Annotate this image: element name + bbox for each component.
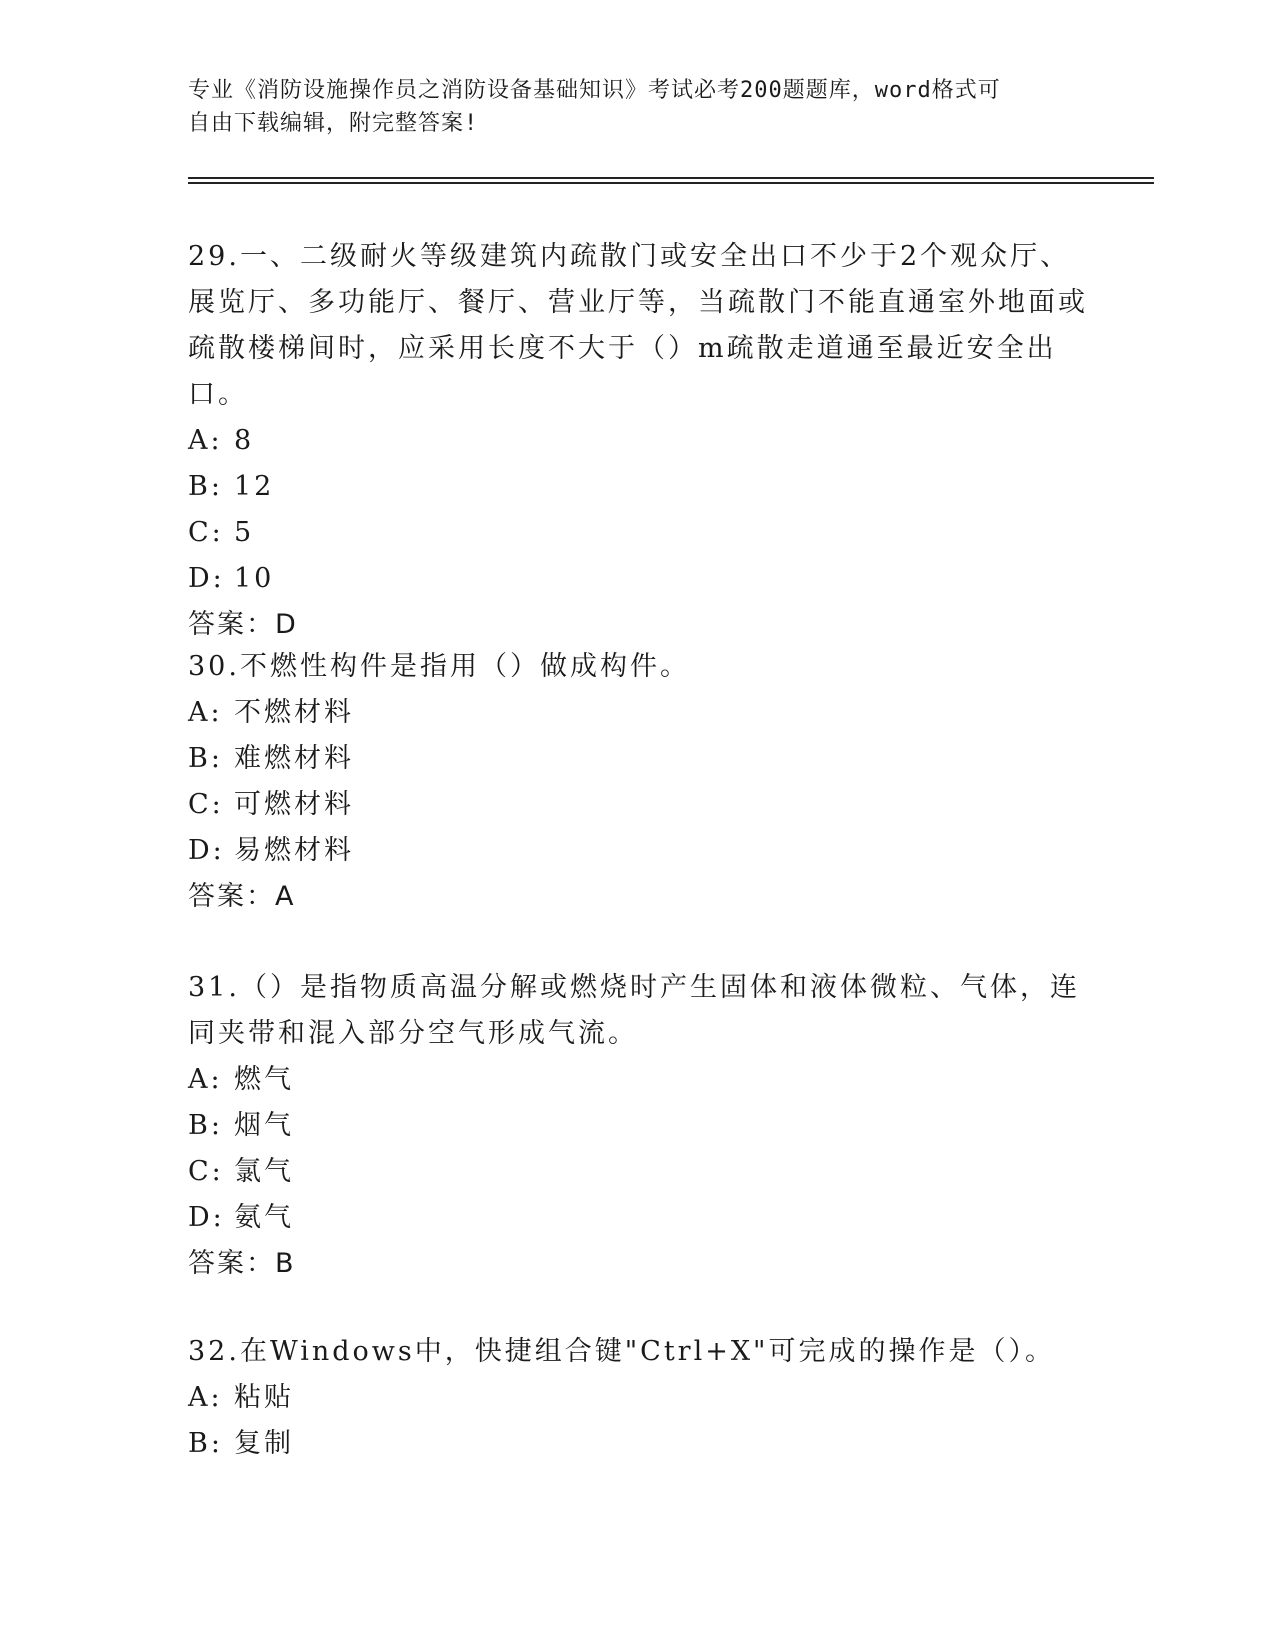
answer: 答案：A	[188, 881, 296, 912]
option-value: 粘贴	[234, 1382, 294, 1413]
option-b	[188, 1421, 1088, 1467]
option-value: 烟气	[234, 1110, 294, 1141]
question-text: 29.一、二级耐火等级建筑内疏散门或安全出口不少于2个观众厅、展览厅、多功能厅、餐厅、营业厅等，当疏散门不能直通室外地面或疏散楼梯间时，应采用长度不大于（）m疏散走道通至最近安全出口。	[188, 241, 1088, 410]
option-key: B:	[188, 1110, 223, 1141]
option-key: B:	[188, 743, 223, 774]
question-30	[188, 644, 1088, 920]
option-value: 难燃材料	[234, 743, 354, 774]
document-header	[188, 74, 1088, 140]
option-key: A:	[188, 1382, 223, 1413]
header-line-1: 专业《消防设施操作员之消防设备基础知识》考试必考200题题库，word格式可	[188, 78, 1001, 103]
option-value: 10	[234, 563, 275, 594]
header-divider-bottom	[188, 182, 1154, 184]
option-value: 氯气	[234, 1156, 294, 1187]
option-key: A:	[188, 425, 223, 456]
option-d	[188, 828, 1088, 874]
option-key: D:	[188, 1202, 225, 1233]
option-key: D:	[188, 563, 225, 594]
option-c	[188, 510, 1088, 556]
option-value: 可燃材料	[234, 789, 354, 820]
option-value: 易燃材料	[234, 835, 354, 866]
option-b	[188, 1103, 1088, 1149]
question-text: 30.不燃性构件是指用（）做成构件。	[188, 651, 690, 682]
option-key: A:	[188, 697, 223, 728]
option-value: 5	[234, 517, 255, 548]
header-divider-top	[188, 177, 1154, 179]
option-a	[188, 690, 1088, 736]
option-key: B:	[188, 1428, 223, 1459]
option-value: 8	[234, 425, 255, 456]
question-text: 31.（）是指物质高温分解或燃烧时产生固体和液体微粒、气体，连同夹带和混入部分空气形成气流。	[188, 972, 1080, 1049]
answer: 答案：B	[188, 1248, 296, 1279]
option-d	[188, 1195, 1088, 1241]
option-b	[188, 464, 1088, 510]
option-value: 燃气	[234, 1064, 294, 1095]
option-a	[188, 1375, 1088, 1421]
answer: 答案：D	[188, 609, 298, 640]
question-text: 32.在Windows中，快捷组合键"Ctrl+X"可完成的操作是（）。	[188, 1336, 1055, 1367]
option-value: 复制	[234, 1428, 294, 1459]
option-key: C:	[188, 517, 224, 548]
question-29	[188, 234, 1088, 648]
option-key: D:	[188, 835, 225, 866]
option-key: C:	[188, 789, 224, 820]
option-key: A:	[188, 1064, 223, 1095]
option-b	[188, 736, 1088, 782]
option-c	[188, 782, 1088, 828]
question-32	[188, 1329, 1088, 1467]
header-line-2: 自由下载编辑，附完整答案!	[188, 111, 479, 136]
option-key: C:	[188, 1156, 224, 1187]
option-c	[188, 1149, 1088, 1195]
option-d	[188, 556, 1088, 602]
option-value: 氨气	[234, 1202, 294, 1233]
option-key: B:	[188, 471, 223, 502]
option-a	[188, 418, 1088, 464]
question-31	[188, 965, 1088, 1287]
option-a	[188, 1057, 1088, 1103]
option-value: 不燃材料	[234, 697, 354, 728]
option-value: 12	[234, 471, 275, 502]
